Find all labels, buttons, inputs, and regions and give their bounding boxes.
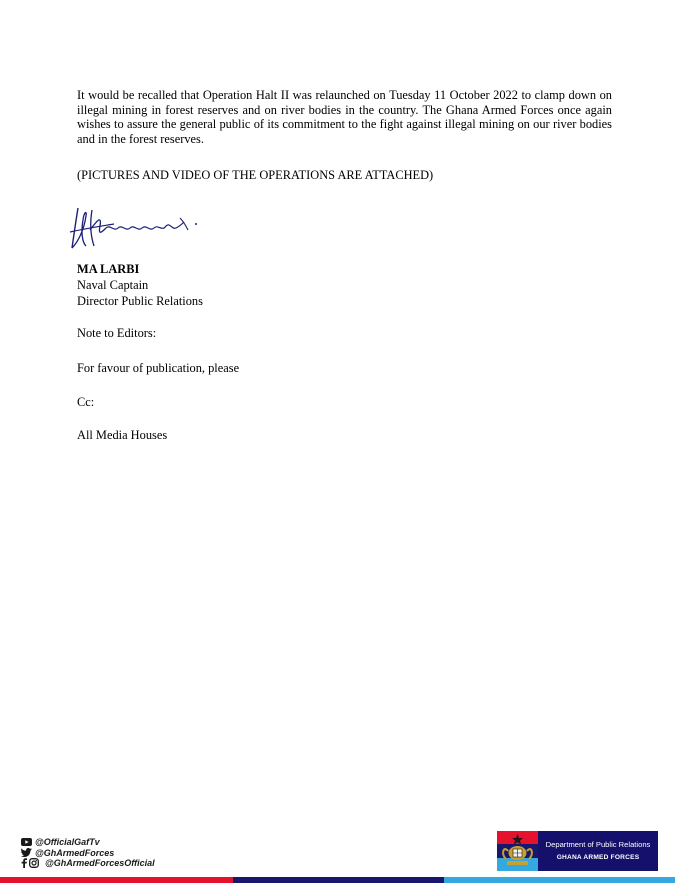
signatory-rank: Naval Captain	[77, 278, 149, 292]
footer-stripe-blue	[444, 877, 675, 883]
ghana-armed-forces-emblem	[497, 831, 538, 871]
facebook-instagram-icon	[20, 858, 42, 868]
note-to-editors: Note to Editors:	[77, 326, 157, 340]
department-name: Department of Public Relations	[545, 840, 651, 849]
body-paragraph: It would be recalled that Operation Halt II was relaunched on Tuesday 11 October 2022 to clamp down on illegal mining in forest reserves and on river bodies in the country. The Ghana Armed Forces once again wishes to assure the general public of its commitment to the fight against illegal mining on our river bodies and in the forest reserves.	[77, 88, 612, 146]
publication-request: For favour of publication, please	[77, 361, 240, 375]
footer-stripe-red	[0, 877, 233, 883]
social-handle-facebook[interactable]: @GhArmedForcesOfficial	[45, 858, 155, 869]
footer-social-handles	[20, 837, 155, 869]
signature-image	[68, 202, 208, 254]
youtube-icon	[20, 838, 32, 847]
social-handle-youtube[interactable]: @OfficialGafTv	[35, 837, 100, 848]
organization-name: GHANA ARMED FORCES	[556, 854, 640, 861]
social-row-youtube	[20, 837, 155, 848]
attachments-note: (PICTURES AND VIDEO OF THE OPERATIONS ARE ATTACHED)	[77, 168, 434, 182]
social-handle-twitter[interactable]: @GhArmedForces	[35, 847, 115, 858]
signature-block	[77, 261, 203, 309]
footer-stripe-navy	[233, 877, 444, 883]
cc-recipients: All Media Houses	[77, 428, 168, 442]
signatory-name: MA LARBI	[77, 262, 140, 276]
social-row-facebook-instagram	[20, 858, 155, 869]
cc-label: Cc:	[77, 395, 95, 409]
department-badge	[538, 831, 658, 871]
social-row-twitter	[20, 848, 155, 859]
signatory-title: Director Public Relations	[77, 294, 203, 308]
twitter-icon	[20, 848, 32, 857]
